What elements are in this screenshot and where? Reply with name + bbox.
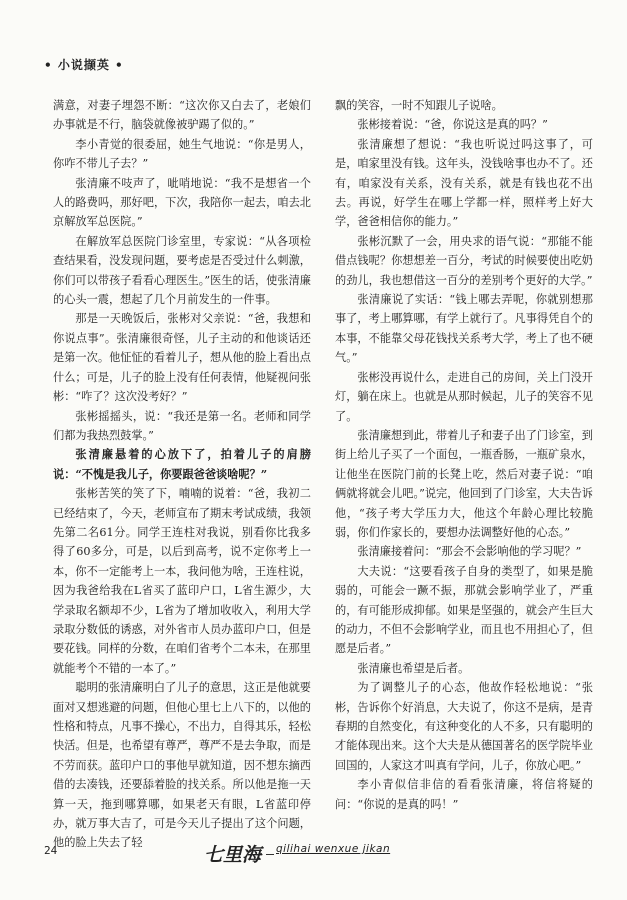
- journal-pinyin: qilihai wenxue jikan: [276, 843, 391, 855]
- page-footer: [44, 840, 594, 880]
- paragraph: 张清廉接着问：“那会不会影响他的学习呢？”: [357, 545, 582, 559]
- paragraph: 为了调整儿子的心态，他故作轻松地说：“张彬，告诉你个好消息，大夫说了，你这不是病，是青春期的自然变化，有这种变化的人不多，只有聪明的才能体现出来。这个大夫是从德国著名的医学院毕业回国的，人家这才叫真有学问，儿子，你放心吧。”: [335, 681, 593, 772]
- paragraph: 飘的笑容，一时不知跟儿子说啥。: [335, 99, 503, 112]
- paragraph: 张清廉说了实话：“钱上哪去弄呢，你就别想那事了，考上哪算哪，有学上就行了。凡事得凭自个的本事，不能靠父母花钱找关系考大学，考上了也不硬气。”: [335, 293, 593, 365]
- paragraph: 那是一天晚饭后，张彬对父亲说：“爸，我想和你说点事”。张清廉很奇怪，儿子主动的和他谈话还是第一次。他怔怔的看着儿子，想从他的脸上看出点什么；可是，儿子的脸上没有任何表情，他疑视问张彬：“咋了？这次没考好？”: [53, 312, 311, 404]
- left-column: [53, 96, 311, 853]
- paragraph: 在解放军总医院门诊室里，专家说：“从各项检查结果看，没发现问题，要考虑是否受过什么刺激，你们可以带孩子看看心理医生。”医生的话，使张清廉的心头一震，想起了几个月前发生的一件事。: [53, 234, 311, 307]
- paragraph: 聪明的张清廉明白了儿子的意思，这正是他就要面对又想逃避的问题，但他心里七上八下的，以他的性格和特点，凡事不操心，不出力，自得其乐，轻松快活。但是，也希望有尊严，尊严不是去争取，而是不劳而获。蓝印户口的事他早就知道，因不想东摘西借的去凑钱，还要舔着脸的找关系。所以他是拖一天算一天，拖到哪算哪，如果老天有眼，L省蓝印停办，就万事大吉了，可是今天儿子提出了这个问题，他的脸上失去了轻: [53, 681, 311, 850]
- section-header: • 小说撷英 •: [44, 58, 124, 72]
- paragraph: 张彬没再说什么，走进自己的房间，关上门没开灯，躺在床上。也就是从那时候起，儿子的笑容不见了。: [335, 370, 593, 423]
- paragraph: 李小青觉的很委屈，她生气地说：“你是男人，你咋不带儿子去？”: [53, 137, 311, 171]
- paragraph: 张彬沉默了一会，用央求的语气说：“那能不能借点钱呢？你想想差一百分，考试的时候要使出吃奶的劲儿，我也想借这一百分的差别考个更好的大学。”: [335, 234, 593, 287]
- paragraph: 张彬摇摇头，说：“我还是第一名。老师和同学们都为我热烈鼓掌。”: [53, 409, 311, 442]
- paragraph: 李小青似信非信的看看张清廉，将信将疑的问：“你说的是真的吗！”: [335, 778, 593, 811]
- paragraph: 张清廉想了想说：“我也听说过吗这事了，可是，咱家里没有钱。这年头，没钱啥事也办不了。还有，咱家没有关系，没有关系，就是有钱也花不出去。再说，好学生在哪上学都一样，照样考上好大学，爸爸相信你的能力。”: [335, 137, 593, 229]
- paragraph: 张清廉不吱声了，呲哨地说：“我不是想省一个人的路费吗，那好吧，下次，我陪你一起去，咱去北京解放军总医院。”: [53, 176, 311, 229]
- footer-rule: [266, 854, 274, 855]
- paragraph: 张清廉想到此，带着儿子和妻子出了门诊室，到街上给儿子买了一个面包，一瓶香肠，一瓶矿泉水，让他坐在医院门前的长凳上吃，然后对妻子说：“咱俩就将就会儿吧。”说完，他回到了门诊室，大夫告诉他，“孩子考大学压力大，他这个年龄心理比较脆弱，你们作家长的，要想办法调整好他的心态。”: [335, 428, 593, 539]
- paragraph: 满意，对妻子埋怨不断：“这次你又白去了，老娘们办事就是不行，脑袋就像被驴踢了似的。”: [53, 99, 311, 132]
- paragraph: 张彬接着说：“爸，你说这是真的吗？”: [357, 118, 548, 132]
- right-column: [335, 96, 593, 814]
- paragraph: 张清廉悬着的心放下了，拍着儿子的肩膀说：“不愧是我儿子，你要跟爸爸谈啥呢？”: [53, 447, 311, 481]
- paragraph: 大夫说：“这要看孩子自身的类型了，如果是脆弱的，可能会一蹶不振，那就会影响学业了，严重的，有可能形成抑郁。如果是坚强的，就会产生巨大的动力，不但不会影响学业，而且也不用担心了，但愿是后者。”: [335, 564, 593, 656]
- page-number: 24: [44, 844, 58, 857]
- paragraph: 张清廉也希望是后者。: [357, 661, 470, 675]
- journal-logo: 七里海: [204, 844, 262, 866]
- paragraph: 张彬苦笑的笑了下，喃喃的说着：“爸，我初二已经结束了，今天，老师宣布了期末考试成绩，我领先第二名61分。同学王连柱对我说，别看你比我多得了60多分，可是，以后到高考，说不定你考上一本，你不一定能考上一本，我问他为啥，王连柱说，因为我爸给我在L省买了蓝印户口，L省生源少，大学录取名额却不少，L省为了增加收收入，利用大学录取分数低的诱惑，对外省市人员办蓝印户口，但是要花钱。同样的分数，在咱们省考个二本未，在那里就能考个不错的一本了。”: [53, 487, 311, 675]
